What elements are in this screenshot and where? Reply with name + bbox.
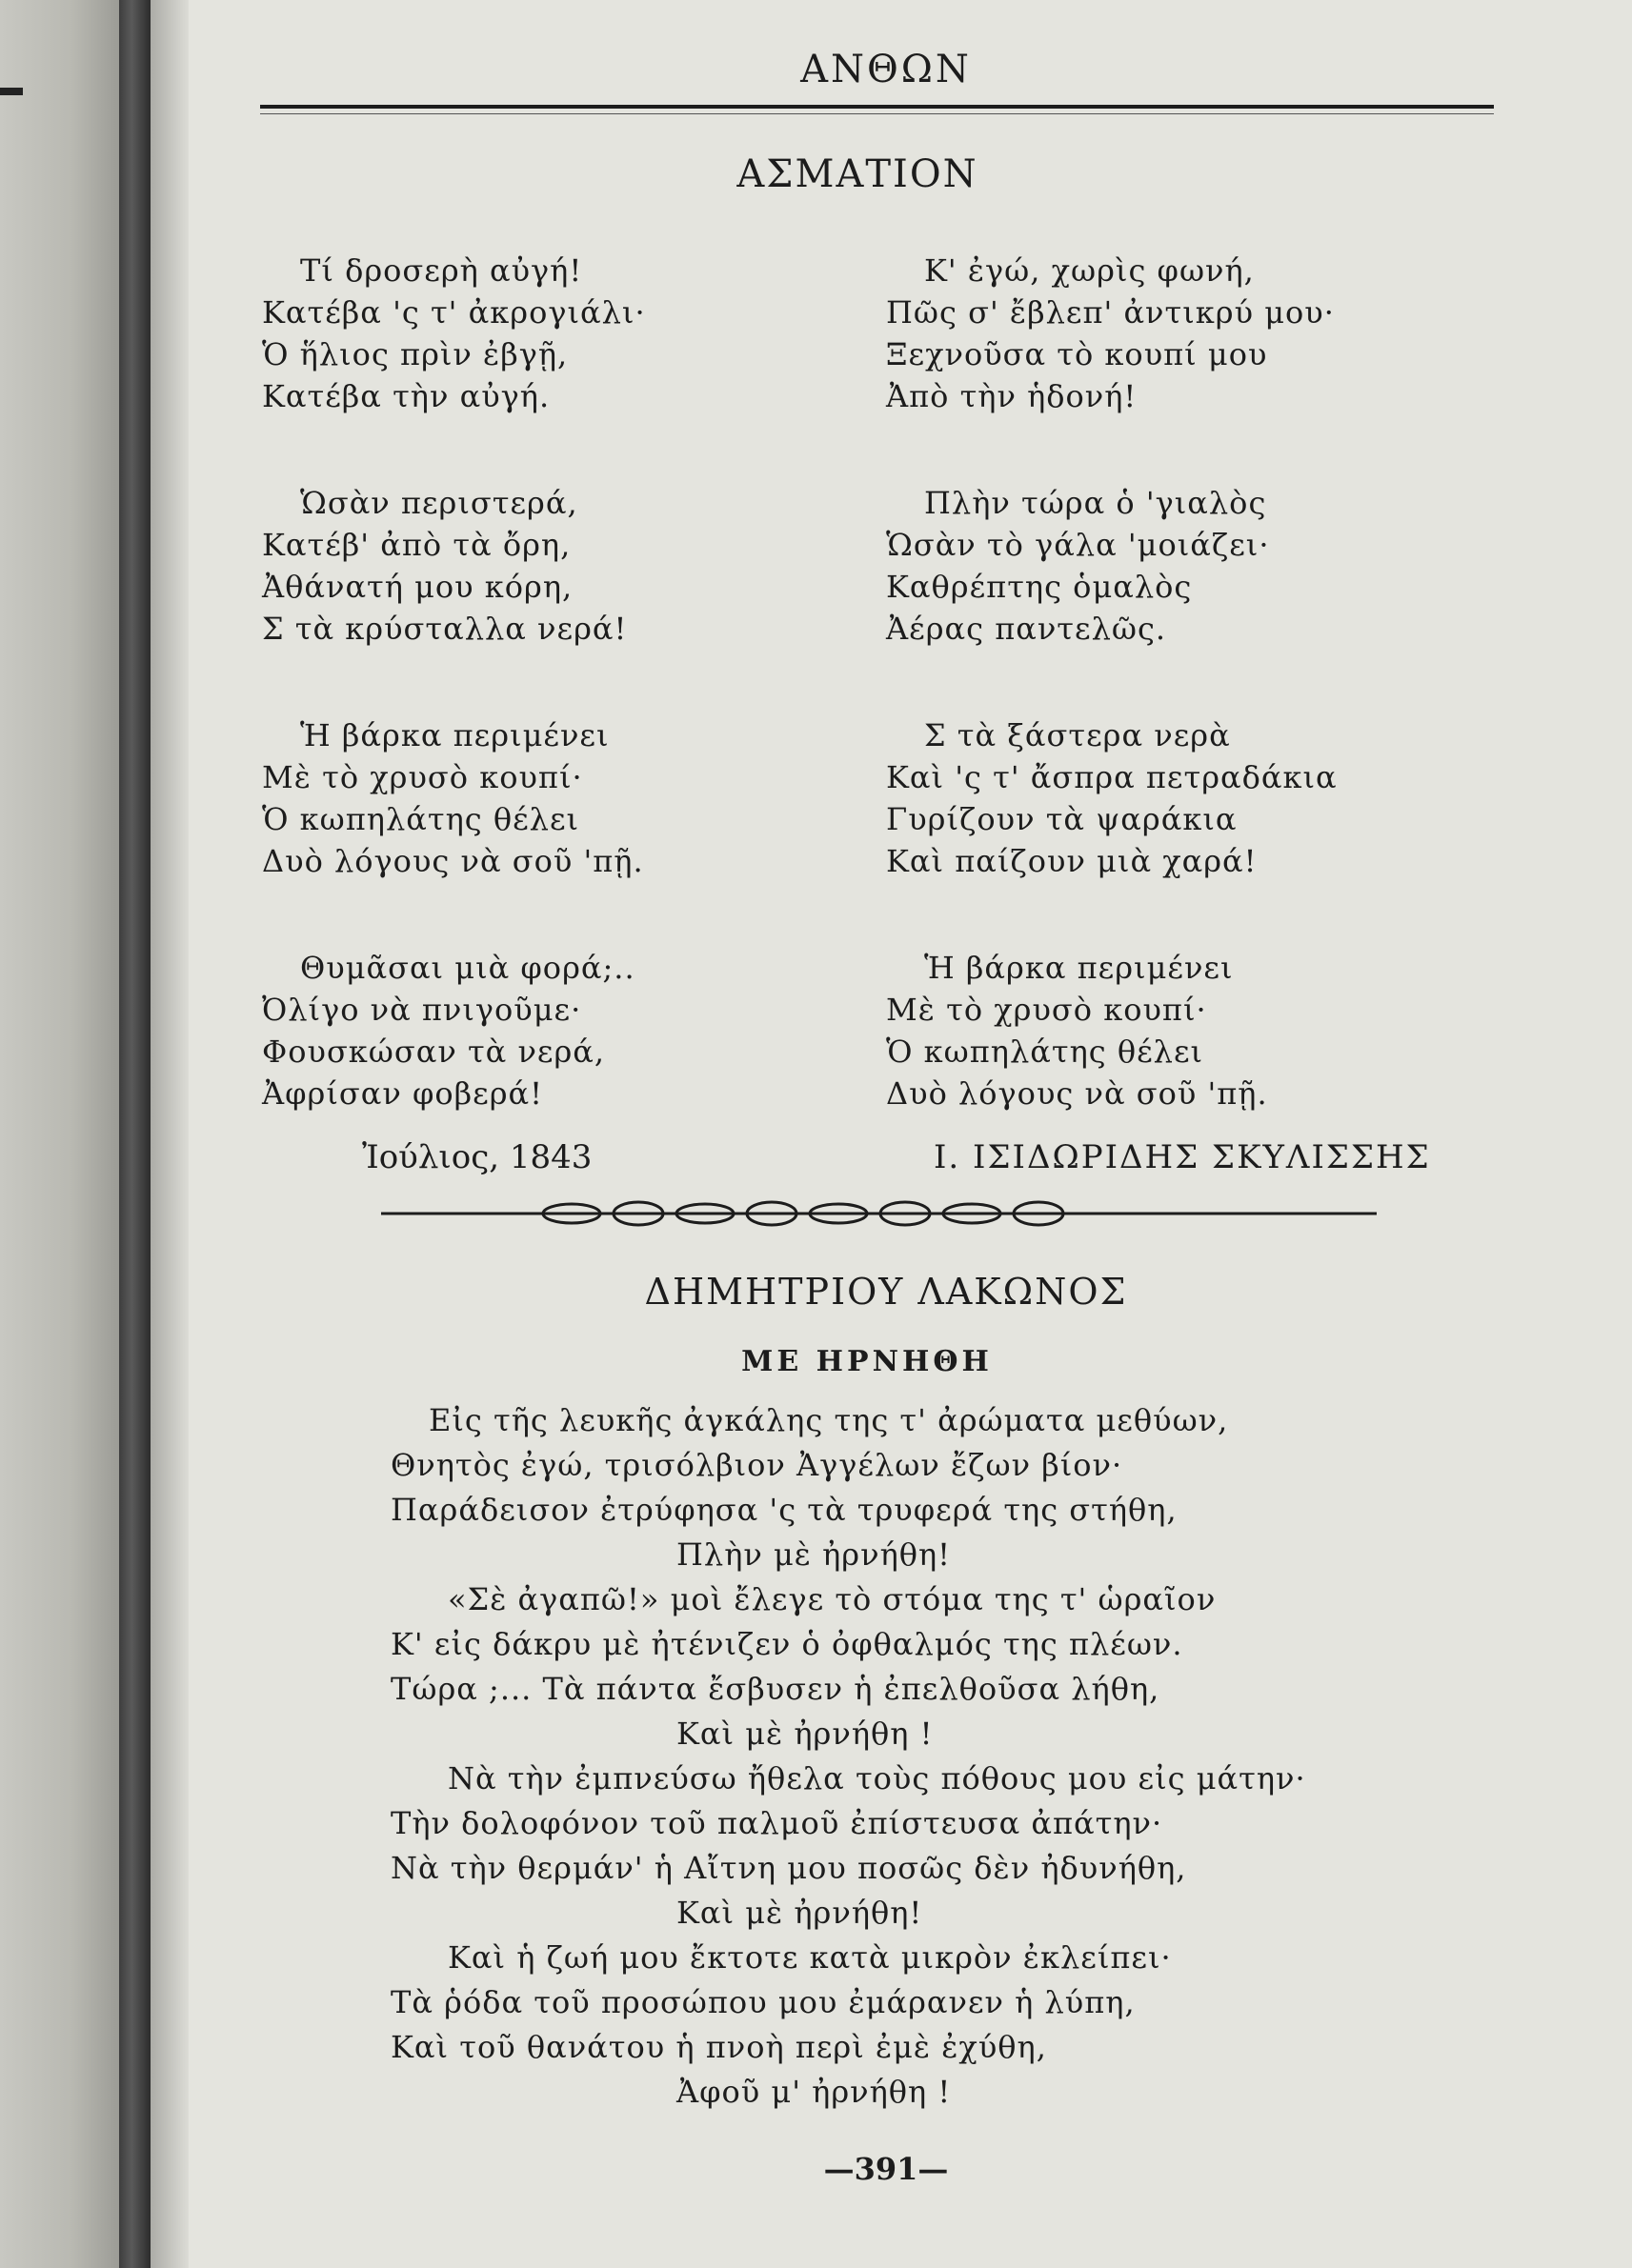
ornamental-divider <box>381 1196 1377 1231</box>
poem-line: Σ τὰ ξάστερα νερὰ <box>924 717 1231 753</box>
poem-line: Κ' ἐγώ, χωρὶς φωνή, <box>924 252 1255 289</box>
poem-line: Καὶ τοῦ θανάτου ἡ πνοὴ περὶ ἐμὲ ἐχύθη, <box>391 2029 1047 2065</box>
author-signature: Ι. ΙΣΙΔΩΡΙΔΗΣ ΣΚΥΛΙΣΣΗΣ <box>934 1138 1431 1176</box>
poem-line: Ὁ κωπηλάτης θέλει <box>886 1034 1204 1070</box>
poem-line: Πλὴν τώρα ὁ 'γιαλὸς <box>924 485 1267 521</box>
poem-line: Ὡσὰν περιστερά, <box>300 485 578 521</box>
poem-line: Τί δροσερὴ αὐγή! <box>300 252 583 289</box>
facing-page-mark <box>0 88 23 95</box>
poem-line: Μὲ τὸ χρυσὸ κουπί· <box>886 992 1207 1028</box>
poem-line: Μὲ τὸ χρυσὸ κουπί· <box>262 759 583 795</box>
poem-line: Ὁ κωπηλάτης θέλει <box>262 801 580 837</box>
spine-shadow <box>151 0 189 2268</box>
poem-line: Ἀφρίσαν φοβερά! <box>262 1075 543 1112</box>
poem-refrain: Καὶ μὲ ἠρνήθη! <box>676 1895 923 1931</box>
poem-line: Τὴν δολοφόνον τοῦ παλμοῦ ἐπίστευσα ἀπάτην· <box>391 1805 1163 1841</box>
poem-line: Πῶς σ' ἔβλεπ' ἀντικρύ μου· <box>886 294 1335 331</box>
poem-title: ΑΣΜΑΤΙΟΝ <box>736 152 978 196</box>
poem-body <box>391 1398 1439 2115</box>
poem-line: Καὶ ἡ ζωή μου ἔκτοτε κατὰ μικρὸν ἐκλείπει· <box>448 1939 1172 1976</box>
poem-line: Ξεχνοῦσα τὸ κουπί μου <box>886 336 1268 372</box>
poem-left-column <box>262 250 700 1179</box>
poem-line: Τὰ ῥόδα τοῦ προσώπου μου ἐμάρανεν ἡ λύπη, <box>391 1984 1136 2020</box>
poem-line: Ὡσὰν τὸ γάλα 'μοιάζει· <box>886 527 1270 563</box>
poem-refrain: Πλὴν μὲ ἠρνήθη! <box>676 1536 952 1573</box>
poem-line: Θυμᾶσαι μιὰ φορά;.. <box>300 950 635 986</box>
poem-line: Σ τὰ κρύσταλλα νερά! <box>262 611 628 647</box>
poem-line: Παράδεισον ἐτρύφησα 'ς τὰ τρυφερά της στήθη, <box>391 1492 1178 1528</box>
poem-line: Νὰ τὴν θερμάν' ἡ Αἴτνη μου ποσῶς δὲν ἠδυνήθη, <box>391 1850 1187 1886</box>
poem-line: Νὰ τὴν ἐμπνεύσω ἤθελα τοὺς πόθους μου εἰς μάτην· <box>448 1760 1306 1796</box>
poem-line: Γυρίζουν τὰ ψαράκια <box>886 801 1238 837</box>
poem-line: Θνητὸς ἐγώ, τρισόλβιον Ἀγγέλων ἔζων βίον· <box>391 1447 1123 1483</box>
poem-line: Ὁ ἥλιος πρὶν ἐβγῇ, <box>262 336 569 372</box>
poem-line: Ἡ βάρκα περιμένει <box>300 717 610 753</box>
dateline: Ἰούλιος, 1843 <box>362 1138 593 1176</box>
stanza <box>886 250 1458 417</box>
poem-line: Καθρέπτης ὁμαλὸς <box>886 569 1193 605</box>
poem-refrain: Καὶ μὲ ἠρνήθη ! <box>676 1716 934 1752</box>
header-rule-thin <box>260 113 1494 114</box>
facing-page-margin <box>0 0 119 2268</box>
poem-line: Ἀέρας παντελῶς. <box>886 611 1167 647</box>
stanza <box>886 714 1458 882</box>
poem-line: Δυὸ λόγους νὰ σοῦ 'πῇ. <box>262 843 644 879</box>
poem-line: Καὶ παίζουν μιὰ χαρά! <box>886 843 1258 879</box>
page-number: —391— <box>823 2151 949 2187</box>
stanza <box>262 482 700 650</box>
running-head: ΑΝΘΩΝ <box>800 48 972 91</box>
poem-line: Δυὸ λόγους νὰ σοῦ 'πῇ. <box>886 1075 1268 1112</box>
poem-right-column <box>886 250 1458 1179</box>
poem-line: Εἰς τῆς λευκῆς ἀγκάλης της τ' ἀρώματα μεθύων, <box>429 1402 1229 1438</box>
header-rule <box>260 105 1494 109</box>
poem-line: Κατέβ' ἀπὸ τὰ ὄρη, <box>262 527 572 563</box>
poem-line: Κ' εἰς δάκρυ μὲ ἠτένιζεν ὁ ὀφθαλμός της πλέων. <box>391 1626 1183 1662</box>
book-spine <box>119 0 151 2268</box>
poem-line: Κατέβα 'ς τ' ἀκρογιάλι· <box>262 294 646 331</box>
poem-line: Καὶ 'ς τ' ἄσπρα πετραδάκια <box>886 759 1338 795</box>
poem-line: Κατέβα τὴν αὐγή. <box>262 378 551 414</box>
poem-author-heading: ΔΗΜΗΤΡΙΟΥ ΛΑΚΩΝΟΣ <box>644 1271 1128 1313</box>
poem-line: Ἡ βάρκα περιμένει <box>924 950 1234 986</box>
poem-title: ΜΕ ΗΡΝΗΘΗ <box>741 1345 993 1378</box>
stanza <box>886 947 1458 1114</box>
stanza <box>262 714 700 882</box>
poem-refrain: Ἀφοῦ μ' ἠρνήθη ! <box>676 2074 952 2110</box>
poem-line: Ἀπὸ τὴν ἡδονή! <box>886 378 1138 414</box>
poem-line: «Σὲ ἀγαπῶ!» μοὶ ἔλεγε τὸ στόμα της τ' ὡραῖον <box>448 1581 1217 1617</box>
stanza <box>886 482 1458 650</box>
poem-line: Ἀθάνατή μου κόρη, <box>262 569 574 605</box>
poem-line: Φουσκώσαν τὰ νερά, <box>262 1034 606 1070</box>
stanza <box>262 947 700 1114</box>
poem-line: Τώρα ;... Τὰ πάντα ἔσβυσεν ἡ ἐπελθοῦσα λήθη, <box>391 1671 1160 1707</box>
poem-line: Ὀλίγο νὰ πνιγοῦμε· <box>262 992 582 1028</box>
stanza <box>262 250 700 417</box>
